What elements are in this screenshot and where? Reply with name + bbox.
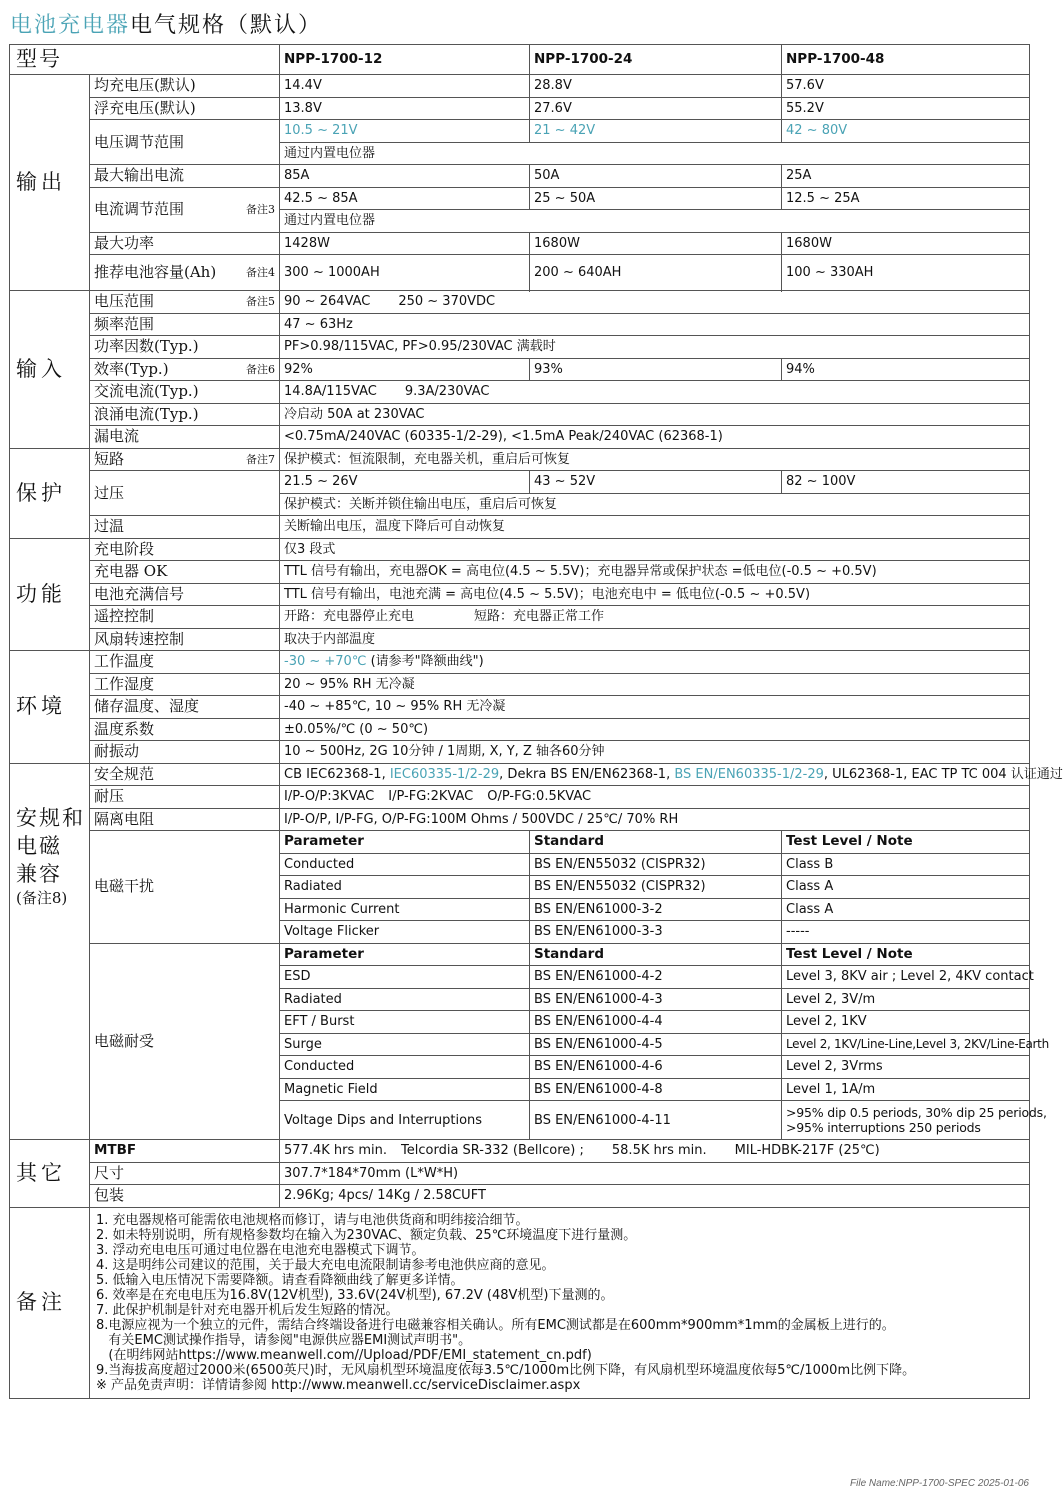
cell: Radiated: [280, 876, 530, 899]
remark-tag: 备注7: [246, 452, 275, 466]
cell: Voltage Flicker: [280, 921, 530, 944]
cell: PF>0.98/115VAC, PF>0.95/230VAC 满载时: [280, 336, 1030, 359]
row-label: 储存温度、湿度: [90, 696, 280, 719]
table-row: [10, 358, 1030, 381]
remark-tag: 备注4: [246, 266, 275, 279]
cell: -30 ~ +70℃ (请参考"降额曲线"): [280, 651, 1030, 674]
row-label: 交流电流(Typ.): [90, 381, 280, 404]
cell: BS EN/EN55032 (CISPR32): [530, 876, 782, 899]
note-item: 3. 浮动充电电压可通过电位器在电池充电器模式下调节。: [96, 1242, 425, 1258]
cell: 1680W: [782, 232, 1030, 255]
model-label: 型号: [10, 45, 280, 75]
cell: I/P-O/P:3KVAC I/P-FG:2KVAC O/P-FG:0.5KVAC: [280, 786, 1030, 809]
row-label: 包装: [90, 1185, 280, 1208]
cell: 21.5 ~ 26V: [280, 471, 530, 494]
cell: <0.75mA/240VAC (60335-1/2-29), <1.5mA Peak/240VAC (62368-1): [280, 426, 1030, 449]
note-item: 2. 如未特别说明，所有规格参数均在输入为230VAC、额定负载、25℃环境温度下进行量测。: [96, 1227, 637, 1243]
cell: -----: [782, 921, 1030, 944]
row-label: 耐压: [90, 786, 280, 809]
table-row: [10, 381, 1030, 404]
remark-tag: 备注5: [246, 295, 275, 309]
category-function: 功能: [10, 538, 90, 651]
table-row: [10, 97, 1030, 120]
row-label: 隔离电阻: [90, 808, 280, 831]
spec-table: [9, 44, 1063, 1399]
cell: Class A: [782, 898, 1030, 921]
cell: BS EN/EN61000-4-2: [530, 966, 782, 989]
cell: 通过内置电位器: [280, 210, 1030, 233]
cell: BS EN/EN61000-3-2: [530, 898, 782, 921]
table-row: [10, 606, 1030, 629]
row-label: 温度系数: [90, 718, 280, 741]
model-name: NPP-1700-12: [280, 45, 530, 75]
table-row: [10, 583, 1030, 606]
cell: Level 2, 1KV/Line-Line,Level 3, 2KV/Line-Earth: [782, 1033, 1030, 1056]
cell: 通过内置电位器: [280, 142, 1030, 165]
row-label: 电磁干扰: [90, 831, 280, 944]
cell: 50A: [530, 165, 782, 188]
cell: BS EN/EN61000-4-11: [530, 1101, 782, 1140]
cell: 21 ~ 42V: [530, 120, 782, 143]
cell: 94%: [782, 358, 1030, 381]
remark-tag: 备注6: [246, 362, 275, 376]
note-item: 7. 此保护机制是针对充电器开机后发生短路的情况。: [96, 1302, 399, 1318]
cell: BS EN/EN61000-4-6: [530, 1056, 782, 1079]
file-footer: File Name:NPP-1700-SPEC 2025-01-06: [850, 1478, 1029, 1489]
cell: Conducted: [280, 1056, 530, 1079]
row-label: 充电器 OK: [90, 561, 280, 584]
cell: 25 ~ 50A: [530, 187, 782, 210]
row-label: 电压调节范围: [90, 120, 280, 165]
cell: 100 ~ 330AH: [782, 255, 1030, 291]
cell: 307.7*184*70mm (L*W*H): [280, 1162, 1030, 1185]
row-label: 最大功率: [90, 232, 280, 255]
cell: 开路：充电器停止充电 短路：充电器正常工作: [280, 606, 1030, 629]
cell: BS EN/EN61000-4-3: [530, 988, 782, 1011]
row-label: 尺寸: [90, 1162, 280, 1185]
table-row: [10, 808, 1030, 831]
cell: BS EN/EN61000-4-4: [530, 1011, 782, 1034]
cell: Level 2, 3V/m: [782, 988, 1030, 1011]
category-output: 输出: [10, 75, 90, 291]
cell: Class A: [782, 876, 1030, 899]
column-header: Test Level / Note: [782, 943, 1030, 966]
cell: 42.5 ~ 85A: [280, 187, 530, 210]
cell: 27.6V: [530, 97, 782, 120]
cell: 仅3 段式: [280, 538, 1030, 561]
column-header: Parameter: [280, 831, 530, 854]
row-label: MTBF: [90, 1140, 280, 1163]
table-row: [10, 786, 1030, 809]
note-item: 9.当海拔高度超过2000米(6500英尺)时，无风扇机型环境温度依每3.5℃/1000m比例下降，有风扇机型环境温度依每5℃/1000m比例下降。: [96, 1362, 916, 1378]
cell: Conducted: [280, 853, 530, 876]
cell: 55.2V: [782, 97, 1030, 120]
row-label: 耐振动: [90, 741, 280, 764]
cell: 10 ~ 500Hz, 2G 10分钟 / 1周期, X, Y, Z 轴各60分钟: [280, 741, 1030, 764]
cell: 25A: [782, 165, 1030, 188]
table-row: [10, 1185, 1030, 1208]
cell: 93%: [530, 358, 782, 381]
row-label: 频率范围: [90, 313, 280, 336]
cell: 200 ~ 640AH: [530, 255, 782, 291]
remark-tag: 备注3: [246, 203, 275, 216]
table-row: [10, 232, 1030, 255]
cell: Radiated: [280, 988, 530, 1011]
model-name: NPP-1700-48: [782, 45, 1030, 75]
row-label: 浮充电压(默认): [90, 97, 280, 120]
table-row: [10, 120, 1030, 143]
cell: 57.6V: [782, 75, 1030, 98]
cell: 关断输出电压，温度下降后可自动恢复: [280, 516, 1030, 539]
row-label: 遥控控制: [90, 606, 280, 629]
row-label: 最大输出电流: [90, 165, 280, 188]
cell: 13.8V: [280, 97, 530, 120]
row-label: 过温: [90, 516, 280, 539]
table-row: [10, 165, 1030, 188]
note-item: 8.电源应视为一个独立的元件，需结合终端设备进行电磁兼容相关确认。所有EMC测试都是在600mm*900mm*1mm的金属板上进行的。: [96, 1317, 895, 1333]
cell: ESD: [280, 966, 530, 989]
cell: -40 ~ +85℃, 10 ~ 95% RH 无冷凝: [280, 696, 1030, 719]
table-row: [10, 471, 1030, 494]
table-row: [10, 673, 1030, 696]
cell: Class B: [782, 853, 1030, 876]
disclaimer-link[interactable]: ※ 产品免责声明：详情请参阅 http://www.meanwell.cc/serviceDisclaimer.aspx: [96, 1377, 581, 1393]
category-notes: 备注: [10, 1207, 90, 1398]
table-row: [10, 426, 1030, 449]
cell: 14.4V: [280, 75, 530, 98]
column-header: Standard: [530, 943, 782, 966]
note-item: 1. 充电器规格可能需依电池规格而修订，请与电池供货商和明纬接洽细节。: [96, 1212, 529, 1228]
cell: 14.8A/115VAC 9.3A/230VAC: [280, 381, 1030, 404]
category-environment: 环境: [10, 651, 90, 764]
column-header: Test Level / Note: [782, 831, 1030, 854]
category-others: 其它: [10, 1140, 90, 1208]
table-row: [10, 75, 1030, 98]
cell: 1680W: [530, 232, 782, 255]
row-label: 电池充满信号: [90, 583, 280, 606]
table-row: [10, 1140, 1030, 1163]
note-item: 5. 低输入电压情况下需要降额。请查看降额曲线了解更多详情。: [96, 1272, 464, 1288]
table-row: [10, 403, 1030, 426]
cell: I/P-O/P, I/P-FG, O/P-FG:100M Ohms / 500VDC / 25℃/ 70% RH: [280, 808, 1030, 831]
table-row: [10, 718, 1030, 741]
table-row: [10, 943, 1030, 966]
table-row: [10, 831, 1030, 854]
table-row: [10, 1162, 1030, 1185]
cell: 82 ~ 100V: [782, 471, 1030, 494]
cell: Level 2, 1KV: [782, 1011, 1030, 1034]
cell: 577.4K hrs min. Telcordia SR-332 (Bellcore) ; 58.5K hrs min. MIL-HDBK-217F (25℃): [280, 1140, 1030, 1163]
row-label: 电磁耐受: [90, 943, 280, 1140]
cell: 300 ~ 1000AH: [280, 255, 530, 291]
column-header: Standard: [530, 831, 782, 854]
table-row: [10, 628, 1030, 651]
category-safety-emc: 安规和 电磁 兼容 (备注8): [10, 763, 90, 1140]
cell: 12.5 ~ 25A: [782, 187, 1030, 210]
table-row: [10, 448, 1030, 471]
model-name: NPP-1700-24: [530, 45, 782, 75]
table-row: [10, 651, 1030, 674]
model-header-row: [10, 45, 1030, 75]
cell: 保护模式：恒流限制，充电器关机，重启后可恢复: [280, 448, 1030, 471]
row-label: 浪涌电流(Typ.): [90, 403, 280, 426]
row-label: 均充电压(默认): [90, 75, 280, 98]
table-row: [10, 516, 1030, 539]
note-item: 有关EMC测试操作指导，请参阅"电源供应器EMI测试声明书"。: [96, 1332, 472, 1348]
cell: 90 ~ 264VAC 250 ~ 370VDC: [280, 291, 1030, 314]
row-label: 充电阶段: [90, 538, 280, 561]
table-row: [10, 741, 1030, 764]
table-row: [10, 561, 1030, 584]
cell: TTL 信号有输出，电池充满 = 高电位(4.5 ~ 5.5V)；电池充电中 = 低电位(-0.5 ~ +0.5V): [280, 583, 1030, 606]
cell: 42 ~ 80V: [782, 120, 1030, 143]
table-row: [10, 187, 1030, 210]
note-item: 4. 这是明纬公司建议的范围，关于最大充电电流限制请参考电池供应商的意见。: [96, 1257, 555, 1273]
cell: Level 1, 1A/m: [782, 1078, 1030, 1101]
row-label: 效率(Typ.) 备注6: [90, 358, 280, 381]
cell: >95% dip 0.5 periods, 30% dip 25 periods, >95% interruptions 250 periods: [782, 1101, 1030, 1140]
cell: 47 ~ 63Hz: [280, 313, 1030, 336]
cell: 保护模式：关断并锁住输出电压，重启后可恢复: [280, 493, 1030, 516]
cell: Magnetic Field: [280, 1078, 530, 1101]
cell: 28.8V: [530, 75, 782, 98]
table-row: [10, 696, 1030, 719]
cell: 85A: [280, 165, 530, 188]
cell: BS EN/EN61000-4-8: [530, 1078, 782, 1101]
row-label: 短路 备注7: [90, 448, 280, 471]
row-label: 漏电流: [90, 426, 280, 449]
row-label: 工作湿度: [90, 673, 280, 696]
cell: 92%: [280, 358, 530, 381]
cell: BS EN/EN61000-4-5: [530, 1033, 782, 1056]
cell: 1428W: [280, 232, 530, 255]
table-row: [10, 336, 1030, 359]
remark-tag: (备注8): [16, 888, 68, 907]
category-input: 输入: [10, 291, 90, 449]
cell: 43 ~ 52V: [530, 471, 782, 494]
cell: 冷启动 50A at 230VAC: [280, 403, 1030, 426]
note-item: 6. 效率是在充电电压为16.8V(12V机型), 33.6V(24V机型), 67.2V (48V机型)下量测的。: [96, 1287, 614, 1303]
notes-row: [10, 1207, 1030, 1398]
cell: Level 3, 8KV air ; Level 2, 4KV contact: [782, 966, 1030, 989]
cell: ±0.05%/℃ (0 ~ 50℃): [280, 718, 1030, 741]
category-protection: 保护: [10, 448, 90, 538]
row-label: 功率因数(Typ.): [90, 336, 280, 359]
cell: TTL 信号有输出，充电器OK = 高电位(4.5 ~ 5.5V)；充电器异常或保护状态 =低电位(-0.5 ~ +0.5V): [280, 561, 1030, 584]
table-row: [10, 291, 1030, 314]
row-label: 工作温度: [90, 651, 280, 674]
row-label: 过压: [90, 471, 280, 516]
cell: Level 2, 3Vrms: [782, 1056, 1030, 1079]
cell: BS EN/EN55032 (CISPR32): [530, 853, 782, 876]
table-row: [10, 313, 1030, 336]
cell: 10.5 ~ 21V: [280, 120, 530, 143]
note-item: (在明纬网站https://www.meanwell.com//Upload/PDF/EMI_statement_cn.pdf): [96, 1347, 592, 1363]
cell: Surge: [280, 1033, 530, 1056]
row-label: 风扇转速控制: [90, 628, 280, 651]
notes-list: [90, 1207, 1030, 1398]
cell: BS EN/EN61000-3-3: [530, 921, 782, 944]
row-label: 推荐电池容量(Ah) 备注4: [90, 255, 280, 291]
column-header: Parameter: [280, 943, 530, 966]
cell: Voltage Dips and Interruptions: [280, 1101, 530, 1140]
cell: Harmonic Current: [280, 898, 530, 921]
page-title: 电池充电器电气规格（默认）: [10, 13, 323, 38]
row-label: 电压范围 备注5: [90, 291, 280, 314]
cell: EFT / Burst: [280, 1011, 530, 1034]
cell: CB IEC62368-1, IEC60335-1/2-29, Dekra BS EN/EN62368-1, BS EN/EN60335-1/2-29, UL62368-1, EAC TP TC 004 认证通过: [280, 763, 1030, 786]
row-label: 电流调节范围 备注3: [90, 187, 280, 232]
cell: 20 ~ 95% RH 无冷凝: [280, 673, 1030, 696]
table-row: [10, 538, 1030, 561]
cell: 取决于内部温度: [280, 628, 1030, 651]
cell: 2.96Kg; 4pcs/ 14Kg / 2.58CUFT: [280, 1185, 1030, 1208]
table-row: [10, 255, 1030, 291]
table-row: [10, 763, 1030, 786]
row-label: 安全规范: [90, 763, 280, 786]
